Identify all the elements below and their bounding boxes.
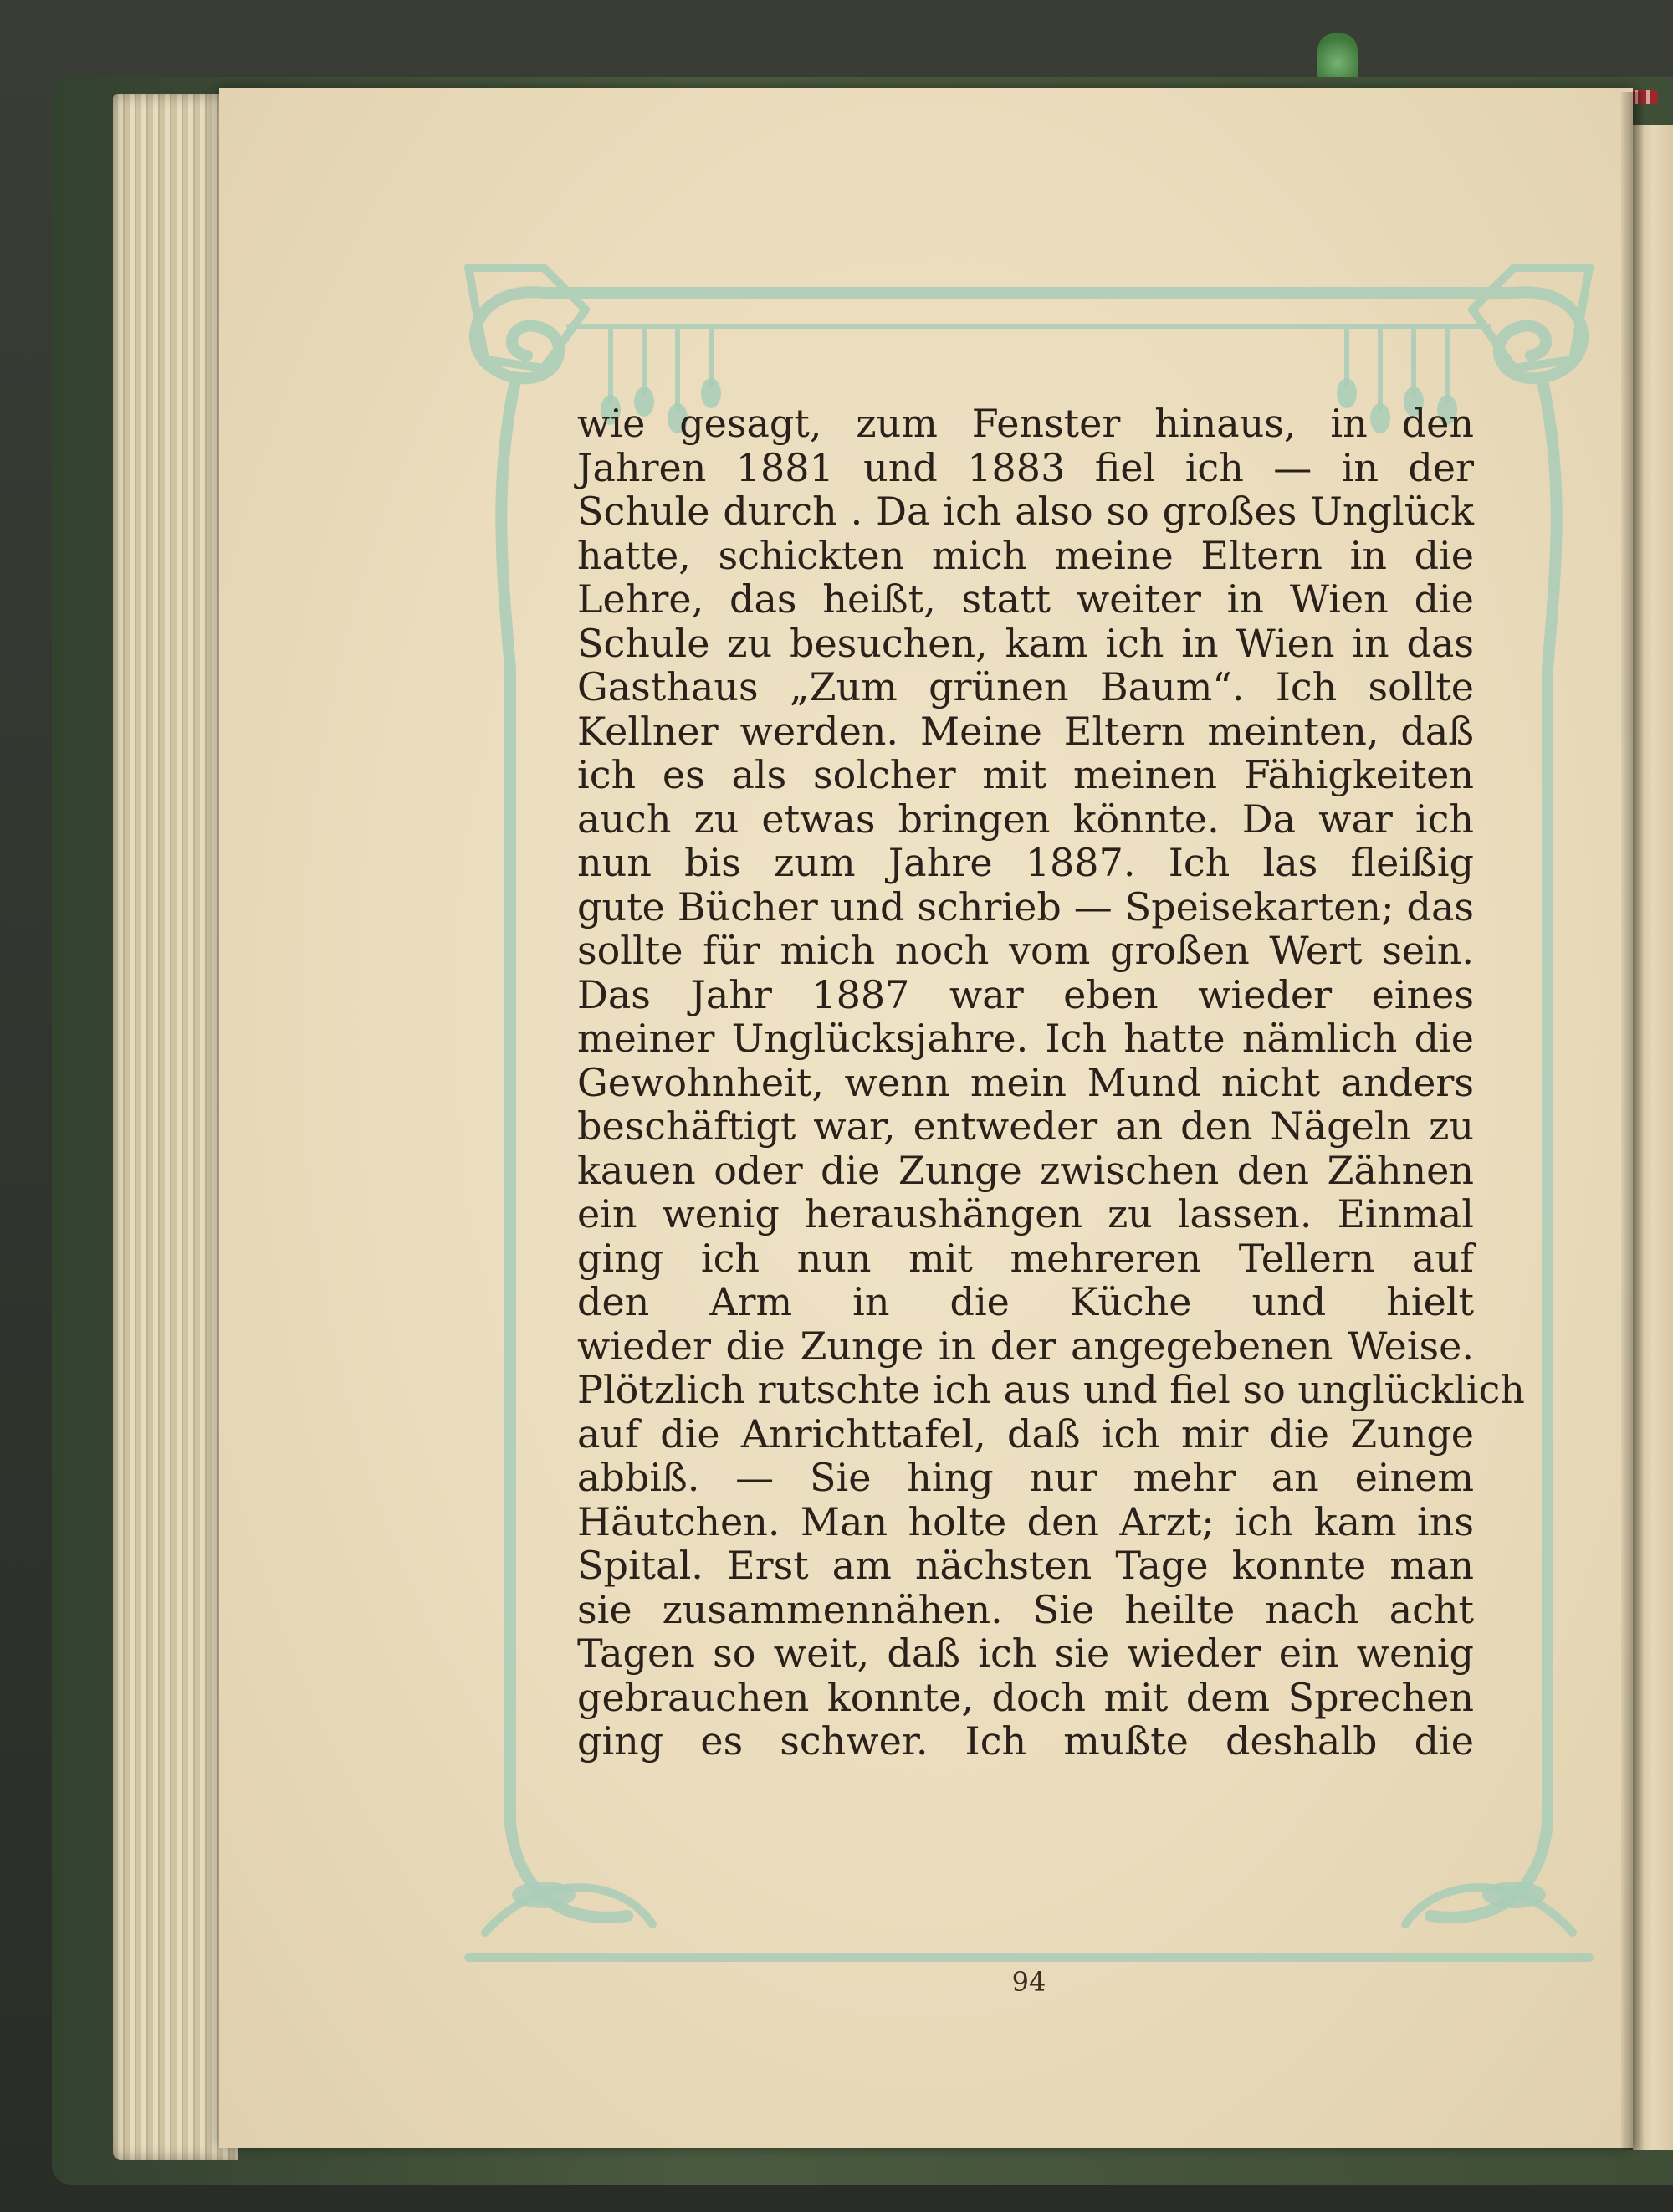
text-line: sie zusammennähen. Sie heilte nach acht xyxy=(577,1586,1474,1632)
text-line: Schule zu besuchen, kam ich in Wien in das xyxy=(577,620,1474,666)
text-line: wieder die Zunge in der angegebenen Weise. xyxy=(577,1323,1474,1369)
text-line: Tagen so weit, daß ich sie wieder ein wenig xyxy=(577,1631,1474,1676)
text-line: gebrauchen konnte, doch mit dem Sprechen xyxy=(577,1674,1474,1720)
page-gutter xyxy=(1621,92,1643,2150)
text-line: Jahren 1881 und 1883 fiel ich — in der xyxy=(577,444,1474,490)
body-text xyxy=(577,401,1525,1764)
text-line: auch zu etwas bringen könnte. Da war ich xyxy=(577,796,1474,842)
text-line: Schule durch . Da ich also so großes Unglück xyxy=(577,489,1474,534)
text-line: beschäftigt war, entweder an den Nägeln zu xyxy=(577,1103,1474,1149)
text-line: ein wenig heraushängen zu lassen. Einmal xyxy=(577,1191,1474,1237)
text-line: sollte für mich noch vom großen Wert sein. xyxy=(577,928,1474,973)
text-line: auf die Anrichttafel, daß ich mir die Zunge xyxy=(577,1411,1474,1457)
text-line: meiner Unglücksjahre. Ich hatte nämlich die xyxy=(577,1016,1474,1061)
text-line: hatte, schickten mich meine Eltern in die xyxy=(577,532,1474,578)
text-line: ging ich nun mit mehreren Tellern auf xyxy=(577,1235,1474,1281)
text-line: Gewohnheit, wenn mein Mund nicht anders xyxy=(577,1059,1474,1105)
text-line: Spital. Erst am nächsten Tage konnte man xyxy=(577,1543,1474,1588)
text-line: abbiß. — Sie hing nur mehr an einem xyxy=(577,1455,1474,1500)
text-line: Häutchen. Man holte den Arzt; ich kam ins xyxy=(577,1498,1474,1544)
text-line: gute Bücher und schrieb — Speisekarten; das xyxy=(577,883,1474,929)
text-line: den Arm in die Küche und hielt xyxy=(577,1279,1474,1324)
text-line: Plötzlich rutschte ich aus und fiel so unglücklich xyxy=(577,1367,1525,1412)
text-line: wie gesagt, zum Fenster hinaus, in den xyxy=(577,401,1474,446)
text-line: Das Jahr 1887 war eben wieder eines xyxy=(577,971,1474,1017)
text-line: Kellner werden. Meine Eltern meinten, daß xyxy=(577,708,1474,754)
text-line: kauen oder die Zunge zwischen den Zähnen xyxy=(577,1147,1474,1193)
text-line: ich es als solcher mit meinen Fähigkeiten xyxy=(577,752,1474,797)
page-number: 94 xyxy=(1011,1966,1046,1998)
text-line: Gasthaus „Zum grünen Baum“. Ich sollte xyxy=(577,664,1474,709)
text-line: ging es schwer. Ich mußte deshalb die xyxy=(577,1718,1474,1764)
text-line: nun bis zum Jahre 1887. Ich las fleißig xyxy=(577,840,1474,885)
text-line: Lehre, das heißt, statt weiter in Wien die xyxy=(577,576,1474,622)
